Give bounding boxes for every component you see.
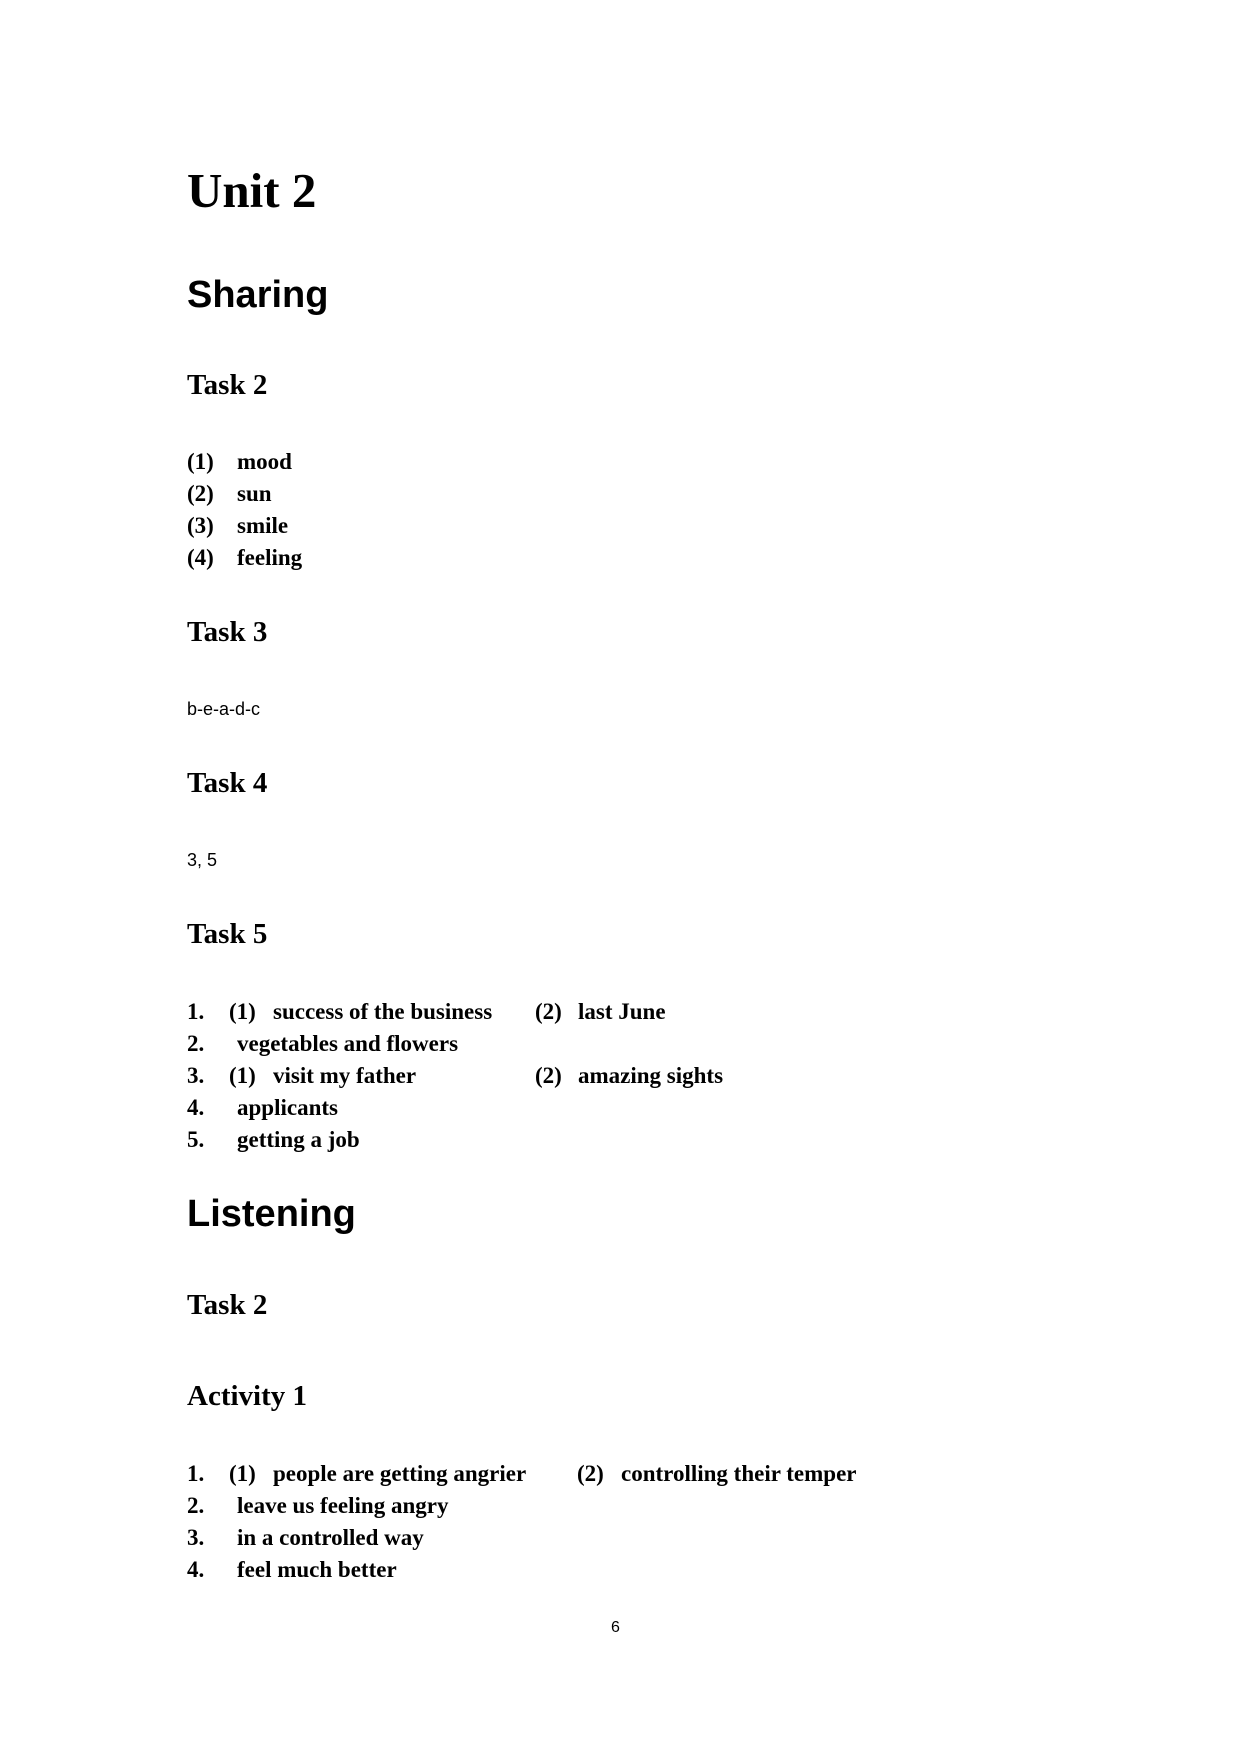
list-item-number: 3. <box>187 1525 205 1550</box>
list-item-number: 2. <box>187 1031 205 1056</box>
list-item-number: 3. <box>187 1063 205 1088</box>
sub-item-text: controlling their temper <box>621 1461 857 1486</box>
unit-title: Unit 2 <box>187 163 317 218</box>
sub-item-text: last June <box>578 999 666 1024</box>
sub-item-text: amazing sights <box>578 1063 724 1088</box>
section-heading-sharing: Sharing <box>187 274 329 316</box>
list-item-text: feel much better <box>237 1557 397 1582</box>
list-item-text: smile <box>237 513 289 538</box>
task-heading: Task 3 <box>187 616 268 648</box>
list-item-number: (1) <box>187 449 214 474</box>
task-heading: Task 2 <box>187 1289 268 1321</box>
list-item-text: leave us feeling angry <box>237 1493 449 1518</box>
list-item-number: (2) <box>187 481 214 506</box>
task-heading: Task 5 <box>187 918 268 950</box>
sub-item-text: people are getting angrier <box>273 1461 527 1486</box>
sub-item-number: (1) <box>229 999 256 1024</box>
list-item-number: (3) <box>187 513 214 538</box>
page-number: 6 <box>611 1619 620 1636</box>
sub-item-number: (1) <box>229 1461 256 1486</box>
sub-item-number: (2) <box>535 1063 562 1088</box>
list-item-number: 5. <box>187 1127 205 1152</box>
list-item-text: mood <box>237 449 292 474</box>
list-item-number: 4. <box>187 1557 205 1582</box>
list-item-text: vegetables and flowers <box>237 1031 459 1056</box>
list-item-text: in a controlled way <box>237 1525 424 1550</box>
sub-item-text: success of the business <box>273 999 493 1024</box>
section-heading-listening: Listening <box>187 1193 356 1235</box>
list-item-text: applicants <box>237 1095 338 1120</box>
task-answer: 3, 5 <box>187 850 218 870</box>
list-item-text: getting a job <box>237 1127 360 1152</box>
list-item-number: (4) <box>187 545 214 570</box>
sub-item-text: visit my father <box>273 1063 417 1088</box>
list-item-text: sun <box>237 481 272 506</box>
sub-item-number: (2) <box>577 1461 604 1486</box>
task-answer: b-e-a-d-c <box>187 699 261 719</box>
list-item-number: 4. <box>187 1095 205 1120</box>
activity-heading: Activity 1 <box>187 1380 307 1412</box>
list-item-text: feeling <box>237 545 303 570</box>
list-item-number: 2. <box>187 1493 205 1518</box>
list-item-number: 1. <box>187 999 205 1024</box>
sub-item-number: (2) <box>535 999 562 1024</box>
task-heading: Task 2 <box>187 369 268 401</box>
task-heading: Task 4 <box>187 767 268 799</box>
list-item-number: 1. <box>187 1461 205 1486</box>
sub-item-number: (1) <box>229 1063 256 1088</box>
